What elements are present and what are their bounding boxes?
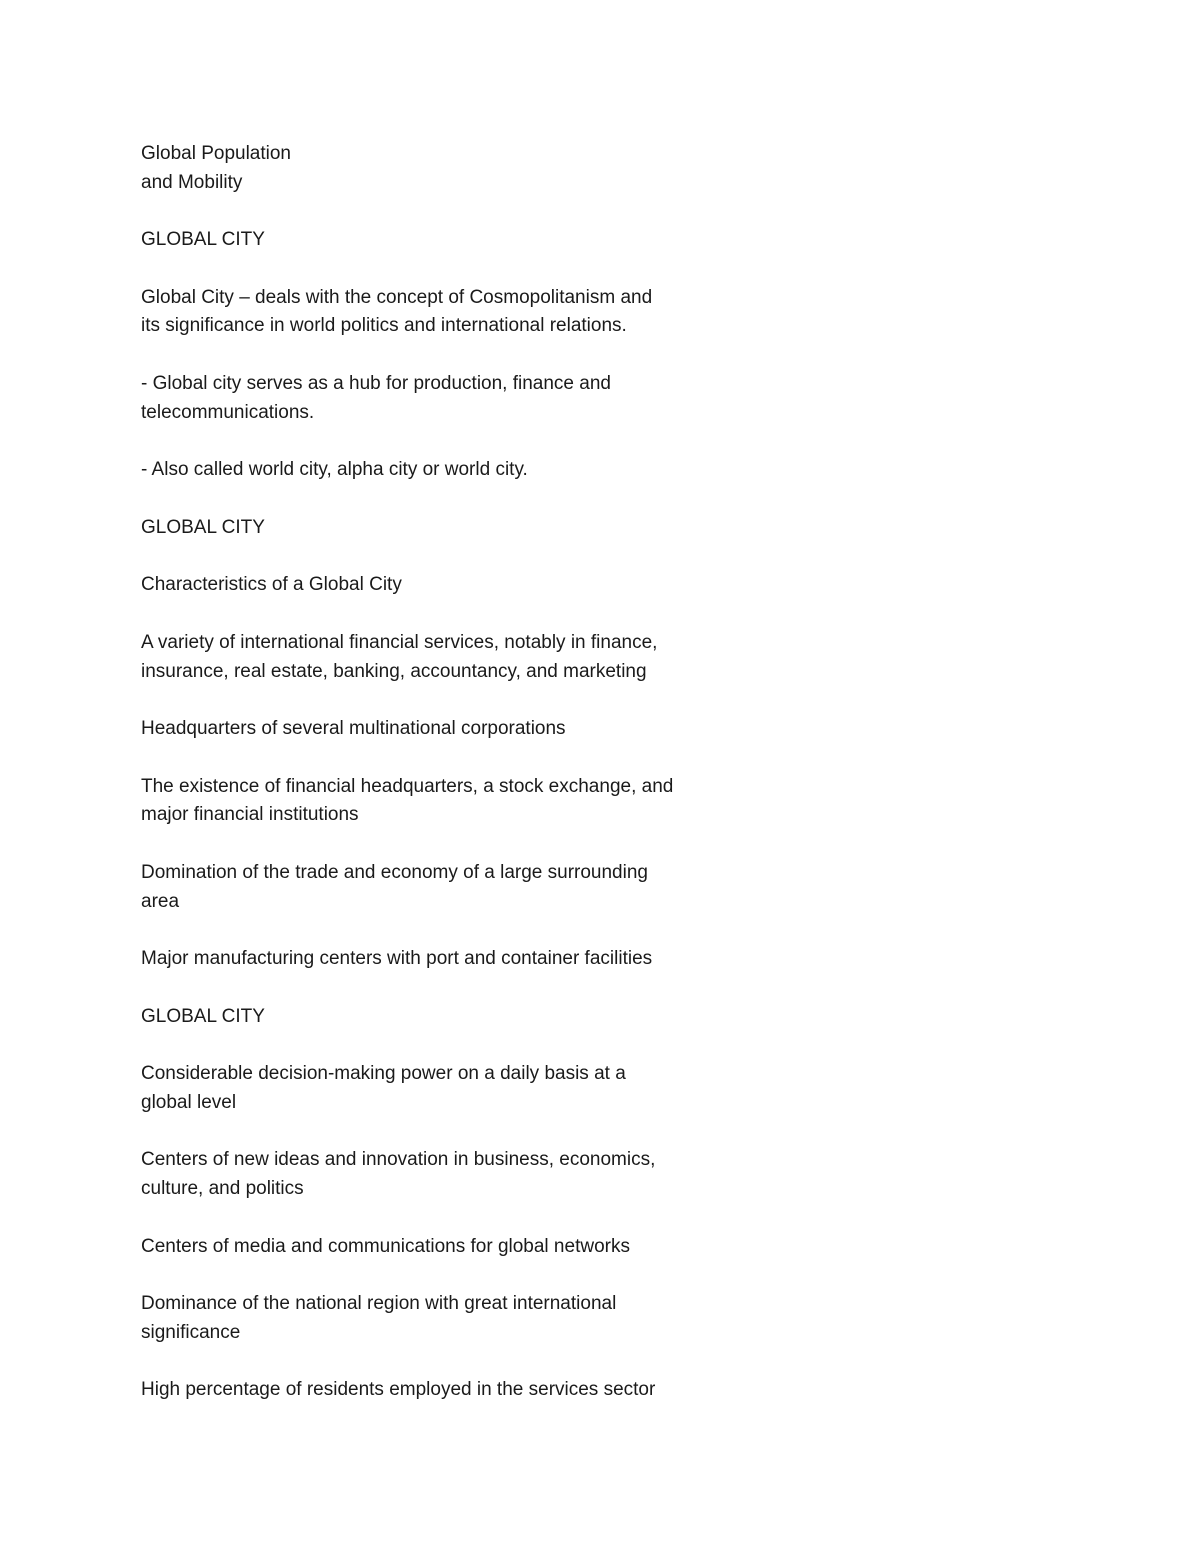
characteristic-paragraph: Major manufacturing centers with port and container facilities <box>141 948 653 970</box>
characteristic-paragraph: High percentage of residents employed in the services sector <box>141 1379 656 1401</box>
bullet-paragraph: - Global city serves as a hub for production, finance and telecommunications. <box>141 372 611 423</box>
section-heading: GLOBAL CITY <box>141 229 265 251</box>
characteristic-paragraph: Headquarters of several multinational corporations <box>141 718 566 740</box>
document-title: Global Population and Mobility <box>141 143 291 193</box>
characteristic-paragraph: Dominance of the national region with great international significance <box>141 1293 617 1343</box>
subheading: Characteristics of a Global City <box>141 574 402 596</box>
document-body <box>141 140 761 1434</box>
characteristic-paragraph: Centers of new ideas and innovation in business, economics, culture, and politics <box>141 1149 656 1200</box>
characteristic-paragraph: Considerable decision-making power on a daily basis at a global level <box>141 1063 626 1113</box>
characteristic-paragraph: The existence of financial headquarters, a stock exchange, and major financial institutions <box>141 775 674 826</box>
characteristic-paragraph: Centers of media and communications for global networks <box>141 1235 630 1257</box>
characteristic-paragraph: Domination of the trade and economy of a large surrounding area <box>141 861 648 912</box>
section-heading: GLOBAL CITY <box>141 516 265 538</box>
definition-paragraph: Global City – deals with the concept of Cosmopolitanism and its significance in world politics and international relations. <box>141 286 653 337</box>
bullet-paragraph: - Also called world city, alpha city or world city. <box>141 459 528 481</box>
characteristic-paragraph: A variety of international financial services, notably in finance, insurance, real estate, banking, accountancy, and marketing <box>141 631 658 682</box>
section-heading: GLOBAL CITY <box>141 1005 265 1027</box>
